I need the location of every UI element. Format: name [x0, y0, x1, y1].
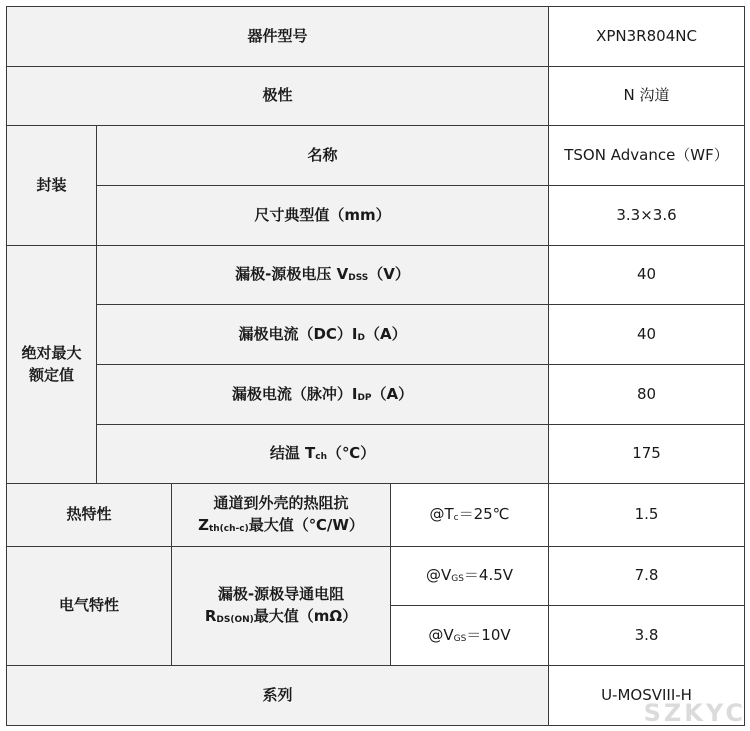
ratings-group-line1: 绝对最大 [21, 343, 82, 362]
tch-label-post: （℃） [327, 444, 376, 463]
row-model [7, 7, 745, 67]
thermal-param-label [172, 484, 391, 547]
vdss-label-pre: 漏极-源极电压 V [235, 265, 349, 284]
electrical-cond2-sub: GS [453, 633, 467, 644]
model-value: XPN3R804NC [549, 7, 745, 67]
electrical-param-post: 最大值（mΩ） [253, 607, 358, 625]
row-tch [7, 425, 745, 484]
polarity-label: 极性 [7, 67, 549, 126]
idp-label [97, 365, 549, 425]
package-name-value: TSON Advance（WF） [549, 126, 745, 186]
package-size-value: 3.3×3.6 [549, 186, 745, 246]
package-group-label: 封装 [7, 126, 97, 246]
idp-label-pre: 漏极电流（脉冲）I [231, 384, 358, 403]
electrical-group-label: 电气特性 [7, 547, 172, 666]
ratings-group-line2: 额定值 [28, 365, 74, 384]
thermal-value: 1.5 [549, 484, 745, 547]
row-package-name [7, 126, 745, 186]
thermal-cond-sub: c [453, 513, 459, 524]
vdss-label [97, 246, 549, 305]
series-label: 系列 [7, 666, 549, 726]
idp-label-post: （A） [371, 384, 414, 403]
spec-table [6, 6, 745, 726]
id-dc-label [97, 305, 549, 365]
row-series [7, 666, 745, 726]
series-value: U-MOSVIII-H [549, 666, 745, 726]
electrical-cond2-pre: @V [428, 625, 454, 644]
row-idp [7, 365, 745, 425]
thermal-cond-pre: @T [429, 505, 454, 524]
electrical-condition-1 [391, 547, 549, 606]
id-dc-value: 40 [549, 305, 745, 365]
thermal-param-pre: Z [198, 516, 209, 534]
electrical-param-sub: DS(ON) [216, 615, 254, 625]
electrical-condition-2 [391, 606, 549, 666]
electrical-cond1-pre: @V [425, 566, 452, 585]
row-thermal [7, 484, 745, 547]
electrical-value-1: 7.8 [549, 547, 745, 606]
package-size-label: 尺寸典型值（mm） [97, 186, 549, 246]
ratings-group-label [7, 246, 97, 484]
vdss-value: 40 [549, 246, 745, 305]
thermal-param-line2 [176, 515, 386, 537]
thermal-condition [391, 484, 549, 547]
vdss-label-post: （V） [368, 265, 410, 284]
polarity-value: N 沟道 [549, 67, 745, 126]
thermal-cond-post: ＝25℃ [458, 505, 510, 524]
electrical-param-line1: 漏极-源极导通电阻 [217, 585, 345, 604]
row-package-size [7, 186, 745, 246]
watermark: SZKYC [643, 699, 746, 727]
electrical-param-label [172, 547, 391, 666]
id-dc-label-sub: D [357, 332, 365, 343]
idp-label-sub: DP [357, 392, 372, 403]
row-rdson-1 [7, 547, 745, 606]
tch-label-sub: ch [315, 452, 328, 463]
id-dc-label-pre: 漏极电流（DC）I [238, 324, 358, 343]
row-id-dc [7, 305, 745, 365]
electrical-value-2: 3.8 [549, 606, 745, 666]
package-name-label: 名称 [97, 126, 549, 186]
model-label: 器件型号 [7, 7, 549, 67]
tch-label [97, 425, 549, 484]
vdss-label-sub: DSS [348, 273, 369, 284]
electrical-cond1-post: ＝4.5V [463, 566, 514, 585]
electrical-param-pre: R [204, 607, 217, 625]
electrical-param-line2 [176, 606, 386, 628]
electrical-cond2-post: ＝10V [466, 625, 511, 644]
thermal-param-line1: 通道到外壳的热阻抗 [213, 494, 349, 513]
tch-value: 175 [549, 425, 745, 484]
row-vdss [7, 246, 745, 305]
thermal-param-sub: th(ch-c) [208, 524, 249, 534]
tch-label-pre: 结温 T [269, 444, 316, 463]
idp-value: 80 [549, 365, 745, 425]
electrical-cond1-sub: GS [451, 574, 464, 585]
thermal-group-label: 热特性 [7, 484, 172, 547]
thermal-param-post: 最大值（℃/W） [248, 516, 364, 534]
row-polarity [7, 67, 745, 126]
id-dc-label-post: （A） [364, 324, 407, 343]
